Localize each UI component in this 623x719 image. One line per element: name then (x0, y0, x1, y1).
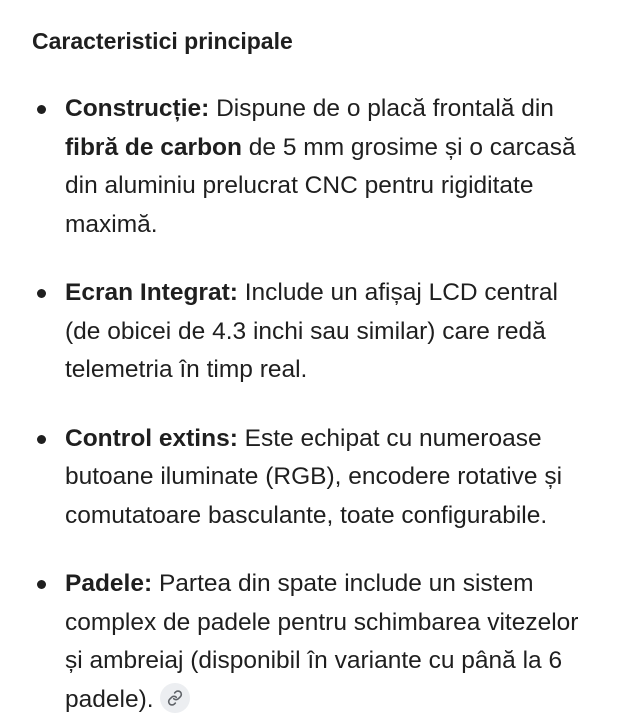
section-heading: Caracteristici principale (32, 28, 293, 54)
list-item-padele (32, 565, 599, 719)
source-link-button[interactable] (160, 683, 190, 713)
bullet-icon (37, 435, 46, 444)
feature-highlight: fibră de carbon (65, 133, 242, 161)
feature-title: Control extins: (65, 424, 238, 452)
feature-text: Dispune de o placă frontală din (209, 95, 554, 122)
feature-title: Ecran Integrat: (65, 279, 238, 306)
feature-title: Padele: (65, 570, 153, 597)
list-item-constructie (32, 90, 599, 244)
list-item-control (32, 420, 599, 536)
bullet-icon (37, 105, 46, 114)
feature-title: Construcție: (65, 95, 210, 122)
list-item-ecran (32, 274, 599, 390)
feature-text: Include un afișaj LCD central (de obicei de 4.3 inchi sau similar) care redă telemetria în timp real. (65, 279, 558, 383)
link-icon (167, 690, 183, 706)
feature-list (32, 90, 599, 719)
bullet-icon (37, 580, 46, 589)
feature-text: Este echipat cu numeroase butoane iluminate (RGB), encodere rotative și comutatoare basculante, toate configurabile. (65, 424, 563, 529)
bullet-icon (37, 289, 46, 298)
feature-text: de 5 mm grosime și o carcasă din aluminiu prelucrat CNC pentru rigiditate maximă. (65, 133, 576, 238)
feature-text: Partea din spate include un sistem complex de padele pentru schimbarea vitezelor și ambreiaj (disponibil în variante cu până la 6 padele). (65, 570, 579, 713)
